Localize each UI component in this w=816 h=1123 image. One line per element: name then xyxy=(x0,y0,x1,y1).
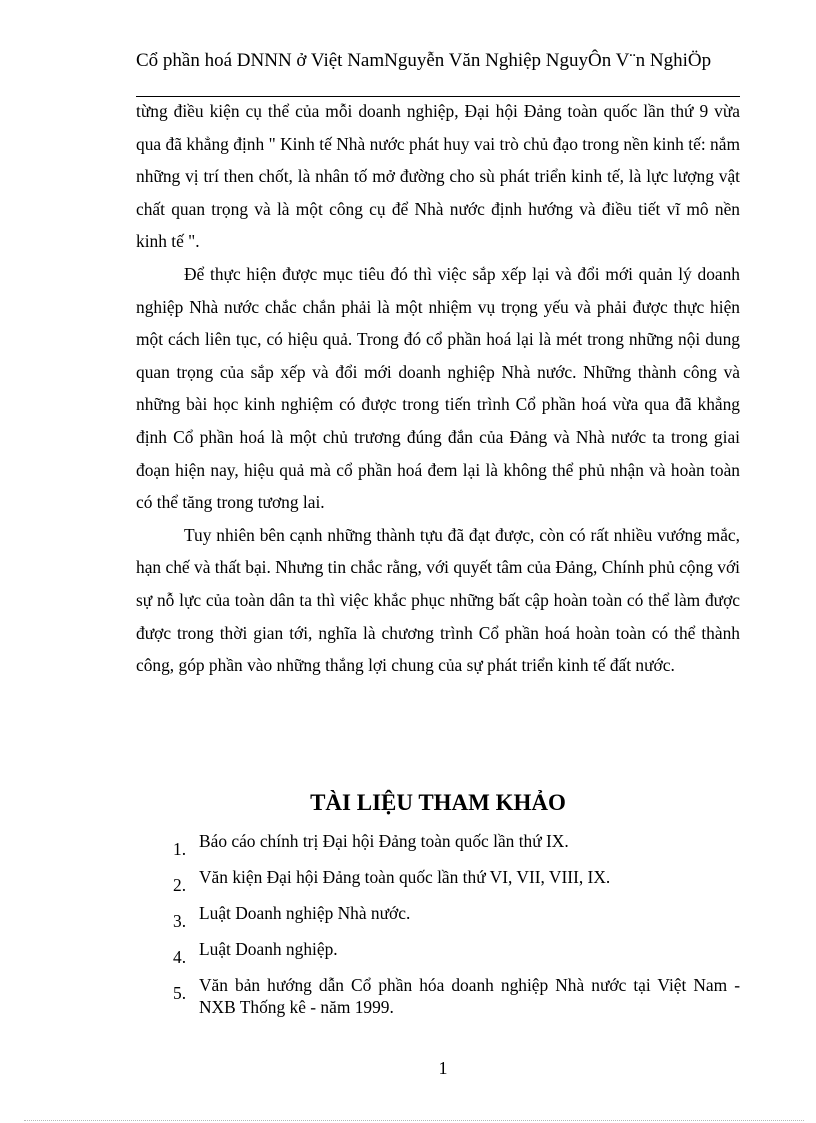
references-title: TÀI LIỆU THAM KHẢO xyxy=(310,790,566,815)
reference-number: 4. xyxy=(173,947,187,967)
reference-text: Văn bản hướng dẫn Cổ phần hóa doanh nghiệp Nhà nước tại Việt Nam - NXB Thống kê - năm 1999. xyxy=(199,975,740,1017)
reference-item xyxy=(166,938,740,967)
body-text xyxy=(136,95,740,682)
reference-text: Văn kiện Đại hội Đảng toàn quốc lần thứ VI, VII, VIII, IX. xyxy=(199,867,611,887)
reference-item xyxy=(166,866,740,895)
reference-number: 3. xyxy=(173,911,187,931)
footer-rule xyxy=(24,1120,804,1121)
paragraph-3: Tuy nhiên bên cạnh những thành tựu đã đạt được, còn có rất nhiều vướng mắc, hạn chế và thất bại. Nhưng tin chắc rằng, với quyết tâm của Đảng, Chính phủ cộng với sự nỗ lực của toàn dân ta thì việc khắc phục những bất cập hoàn toàn có thể làm được được trong thời gian tới, nghĩa là chương trình Cổ phần hoá hoàn toàn có thể thành công, góp phần vào những thắng lợi chung của sự phát triển kinh tế đất nước. xyxy=(136,524,740,676)
page-number: 1 xyxy=(438,1058,448,1078)
reference-item xyxy=(166,974,740,1018)
references-list xyxy=(166,830,740,1032)
reference-item xyxy=(166,902,740,931)
reference-text: Luật Doanh nghiệp Nhà nước. xyxy=(199,903,411,923)
reference-item xyxy=(166,830,740,859)
paragraph-1: từng điều kiện cụ thể của mỗi doanh nghiệp, Đại hội Đảng toàn quốc lần thứ 9 vừa qua đã khẳng định " Kinh tế Nhà nước phát huy vai trò chủ đạo trong nền kinh tế: nắm những vị trí then chốt, là nhân tố mở đường cho sù phát triển kinh tế, là lực lượng vật chất quan trọng và là một công cụ để Nhà nước định hướng và điều tiết vĩ mô nền kinh tế ". xyxy=(136,101,740,252)
reference-text: Báo cáo chính trị Đại hội Đảng toàn quốc lần thứ IX. xyxy=(199,831,569,851)
running-header: Cổ phần hoá DNNN ở Việt NamNguyễn Văn Nghiệp NguyÔn V¨n NghiÖp xyxy=(136,50,712,71)
reference-text: Luật Doanh nghiệp. xyxy=(199,939,338,959)
reference-number: 1. xyxy=(173,839,187,859)
reference-number: 2. xyxy=(173,875,187,895)
paragraph-2: Để thực hiện được mục tiêu đó thì việc sắp xếp lại và đổi mới quản lý doanh nghiệp Nhà nước chắc chắn phải là một nhiệm vụ trọng yếu và phải được thực hiện một cách liên tục, có hiệu quả. Trong đó cổ phần hoá lại là mét trong những nội dung quan trọng của sắp xếp và đổi mới doanh nghiệp Nhà nước. Những thành công và những bài học kinh nghiệm có được trong tiến trình Cổ phần hoá vừa qua đã khẳng định Cổ phần hoá là một chủ trương đúng đắn của Đảng và Nhà nước ta trong giai đoạn hiện nay, hiệu quả mà cổ phần hoá đem lại là không thể phủ nhận và hoàn toàn có thể tăng trong tương lai. xyxy=(136,263,740,513)
reference-number: 5. xyxy=(173,983,187,1003)
